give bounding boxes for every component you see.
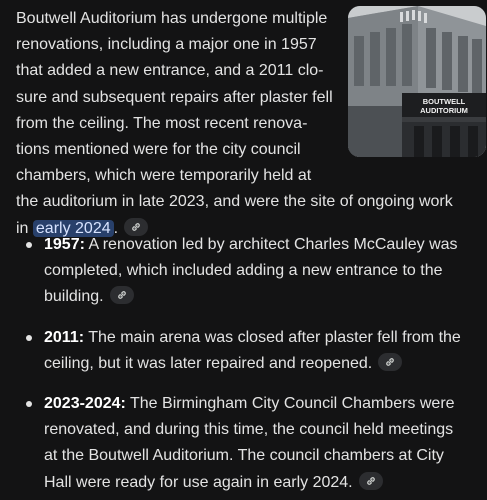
item-text: The main arena was closed after plaster fell from the bbox=[84, 328, 461, 346]
response-body bbox=[16, 6, 472, 491]
list-item bbox=[16, 325, 472, 377]
auditorium-thumbnail[interactable] bbox=[348, 6, 486, 157]
item-year: 1957: bbox=[44, 236, 85, 253]
bullet bbox=[26, 401, 32, 407]
source-link-button[interactable] bbox=[110, 286, 134, 304]
item-text: completed, which included adding a new entrance to the bbox=[44, 262, 443, 280]
list-item bbox=[16, 232, 472, 311]
intro-line: renovations, including a major one in 1957 bbox=[16, 36, 317, 54]
link-icon bbox=[384, 356, 396, 368]
bullet bbox=[26, 335, 32, 341]
link-icon bbox=[130, 221, 142, 233]
bullet bbox=[26, 242, 32, 248]
highlighted-phrase[interactable]: early 2024 bbox=[33, 220, 114, 237]
link-icon bbox=[116, 289, 128, 301]
auditorium-photo bbox=[348, 6, 486, 157]
intro-line: Boutwell Auditorium has undergone multiple bbox=[16, 10, 328, 27]
item-year: 2011: bbox=[44, 328, 85, 346]
sign-text-line1: BOUTWELL bbox=[422, 97, 466, 106]
intro-suffix: . bbox=[113, 219, 119, 237]
intro-line: sure and subsequent repairs after plaster fell bbox=[16, 88, 333, 106]
intro-line: from the ceiling. The most recent renova- bbox=[16, 114, 308, 132]
intro-line: tions mentioned were for the city council bbox=[16, 141, 301, 159]
intro-line: the auditorium in late 2023, and were the site of ongoing work bbox=[16, 193, 453, 211]
source-link-button[interactable] bbox=[359, 472, 383, 490]
item-year: 2023-2024: bbox=[44, 395, 126, 413]
sign-text-line2: AUDITORIUM bbox=[420, 106, 468, 115]
renovation-list bbox=[16, 232, 472, 496]
item-text: building. bbox=[44, 288, 104, 306]
item-text: A renovation led by architect Charles McCauley was bbox=[84, 236, 458, 253]
intro-line: that added a new entrance, and a 2011 clo- bbox=[16, 62, 324, 80]
source-link-button[interactable] bbox=[378, 353, 402, 371]
item-text: The Birmingham City Council Chambers were bbox=[125, 395, 455, 413]
item-text: ceiling, but it was later repaired and reopened. bbox=[44, 354, 373, 372]
link-icon bbox=[365, 475, 377, 487]
list-item bbox=[16, 391, 472, 496]
item-text: renovated, and during this time, the council held meetings bbox=[44, 421, 454, 439]
item-text: Hall were ready for use again in early 2024. bbox=[44, 473, 353, 491]
item-text: at the Boutwell Auditorium. The council chambers at City bbox=[44, 447, 444, 465]
intro-prefix: in bbox=[16, 219, 33, 237]
intro-line: chambers, which were temporarily held at bbox=[16, 167, 312, 185]
